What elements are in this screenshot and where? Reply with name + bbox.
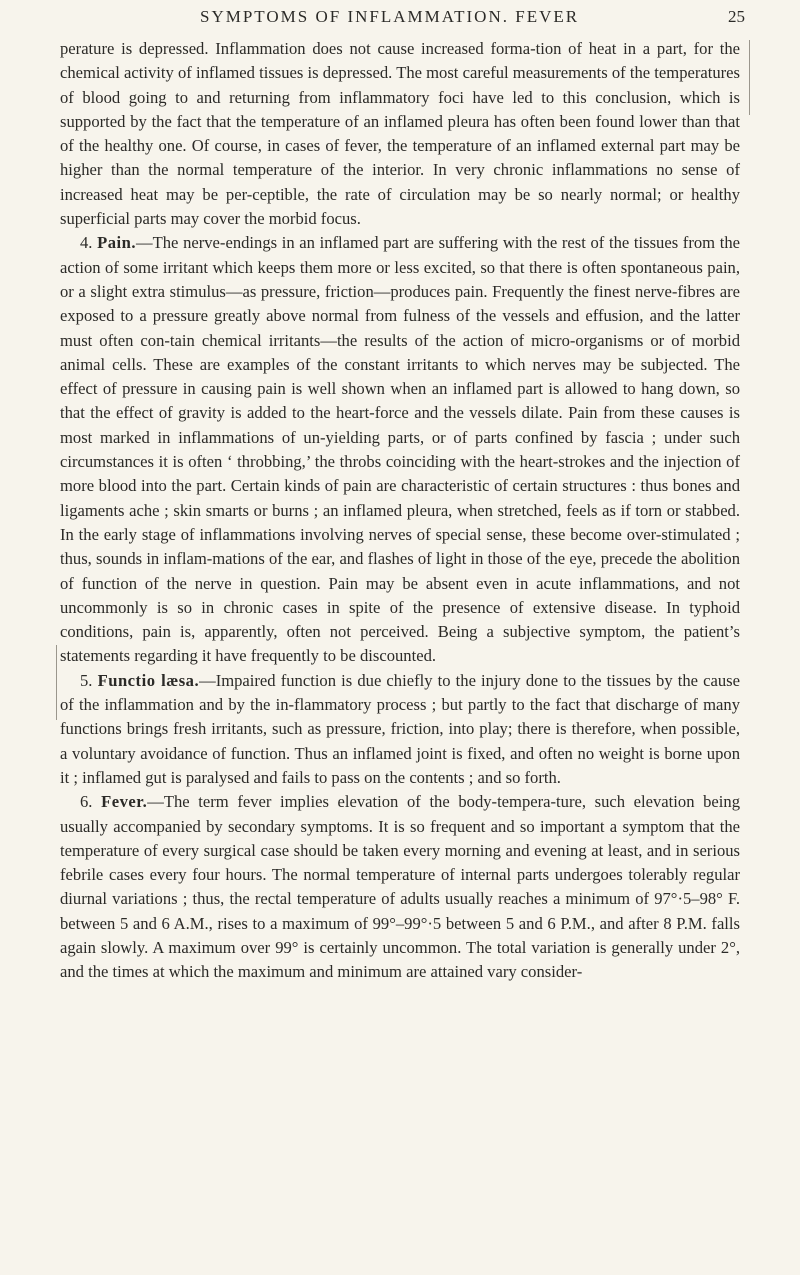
paragraph-pain-text: —The nerve-endings in an inflamed part are suffering with the rest of the tissues from the action of some irritant which keeps them more or less excited, so that there is often spontaneous pain, or a slight extra stimulus—as pressure, friction—produces pain. Frequently the finest nerve-fibres are exposed to a pressure greatly above normal from fulness of the vessels and effusion, and the latter must often con-tain chemical irritants—the results of the action of micro-organisms or of morbid animal cells. These are examples of the constant irritants to which nerves may be subjected. The effect of pressure in causing pain is well shown when an inflamed part is allowed to hang down, so that the effect of gravity is added to the heart-force and the vessels dilate. Pain from these causes is most marked in inflammations of un-yielding parts, or of parts confined by fascia ; under such circumstances it is often ‘ throbbing,’ the throbs coinciding with the heart-strokes and the injection of more blood into the part. Certain kinds of pain are characteristic of certain structures : thus bones and ligaments ache ; skin smarts or burns ; an inflamed pleura, when stretched, feels as if torn or stabbed. In the early stage of inflammations involving nerves of special sense, these become over-stimulated ; thus, sounds in inflam-mations of the ear, and flashes of light in those of the eye, precede the abolition of function of the nerve in question. Pain may be absent even in acute inflammations, and not uncommonly is so in chronic cases in spite of the presence of extensive disease. In typhoid conditions, pain is, apparently, often not perceived. Being a subjective symptom, the patient’s statements regarding it have frequently to be discounted.	[60, 233, 740, 666]
paragraph-pain	[60, 231, 740, 668]
paragraph-fever	[60, 790, 740, 984]
running-head	[60, 3, 745, 33]
page-edge-mark	[749, 40, 750, 115]
body-text	[60, 37, 740, 985]
paragraph-temperature: perature is depressed. Inflammation does not cause increased forma-tion of heat in a part, for the chemical activity of inflamed tissues is depressed. The most careful measurements of the temperatures of blood going to and returning from inflammatory foci have led to this conclusion, which is supported by the fact that the temperature of an inflamed pleura has often been found lower than that of the healthy one. Of course, in cases of fever, the temperature of an inflamed external part may be higher than the normal temperature of the interior. In very chronic inflammations no sense of increased heat may be per-ceptible, the rate of circulation may be so nearly normal; or healthy superficial parts may cover the morbid focus.	[60, 39, 740, 229]
page-edge-mark	[56, 645, 57, 720]
section-number: 6.	[80, 792, 93, 812]
section-heading-functio-laesa: Functio læsa.	[97, 670, 200, 690]
paragraph-functio-laesa	[60, 669, 740, 790]
section-number: 4.	[80, 233, 93, 253]
running-head-title: SYMPTOMS OF INFLAMMATION. FEVER	[200, 7, 580, 26]
section-heading-fever: Fever.	[101, 792, 148, 812]
section-heading-pain: Pain.	[97, 233, 137, 253]
section-number: 5.	[80, 670, 93, 690]
paragraph-functio-laesa-text: —Impaired function is due chiefly to the injury done to the tissues by the cause of the inflammation and by the in-flammatory process ; but partly to the fact that discharge of many functions brings fresh irritants, such as pressure, friction, into play; there is therefore, when possible, a voluntary avoidance of function. Thus an inflamed joint is fixed, and often no weight is borne upon it ; inflamed gut is paralysed and fails to pass on the contents ; and so forth.	[60, 670, 740, 787]
page-number: 25	[728, 7, 745, 26]
paragraph-fever-text: —The term fever implies elevation of the body-tempera-ture, such elevation being usually accompanied by secondary symptoms. It is so frequent and so important a symptom that the temperature of every surgical case should be taken every morning and evening at least, and in serious febrile cases every four hours. The normal temperature of internal parts undergoes tolerably regular diurnal variations ; thus, the rectal temperature of adults usually reaches a minimum of 97°·5–98° F. between 5 and 6 A.M., rises to a maximum of 99°–99°·5 between 5 and 6 P.M., and after 8 P.M. falls again slowly. A maximum over 99° is certainly uncommon. The total variation is generally under 2°, and the times at which the maximum and minimum are attained vary consider-	[60, 792, 740, 982]
